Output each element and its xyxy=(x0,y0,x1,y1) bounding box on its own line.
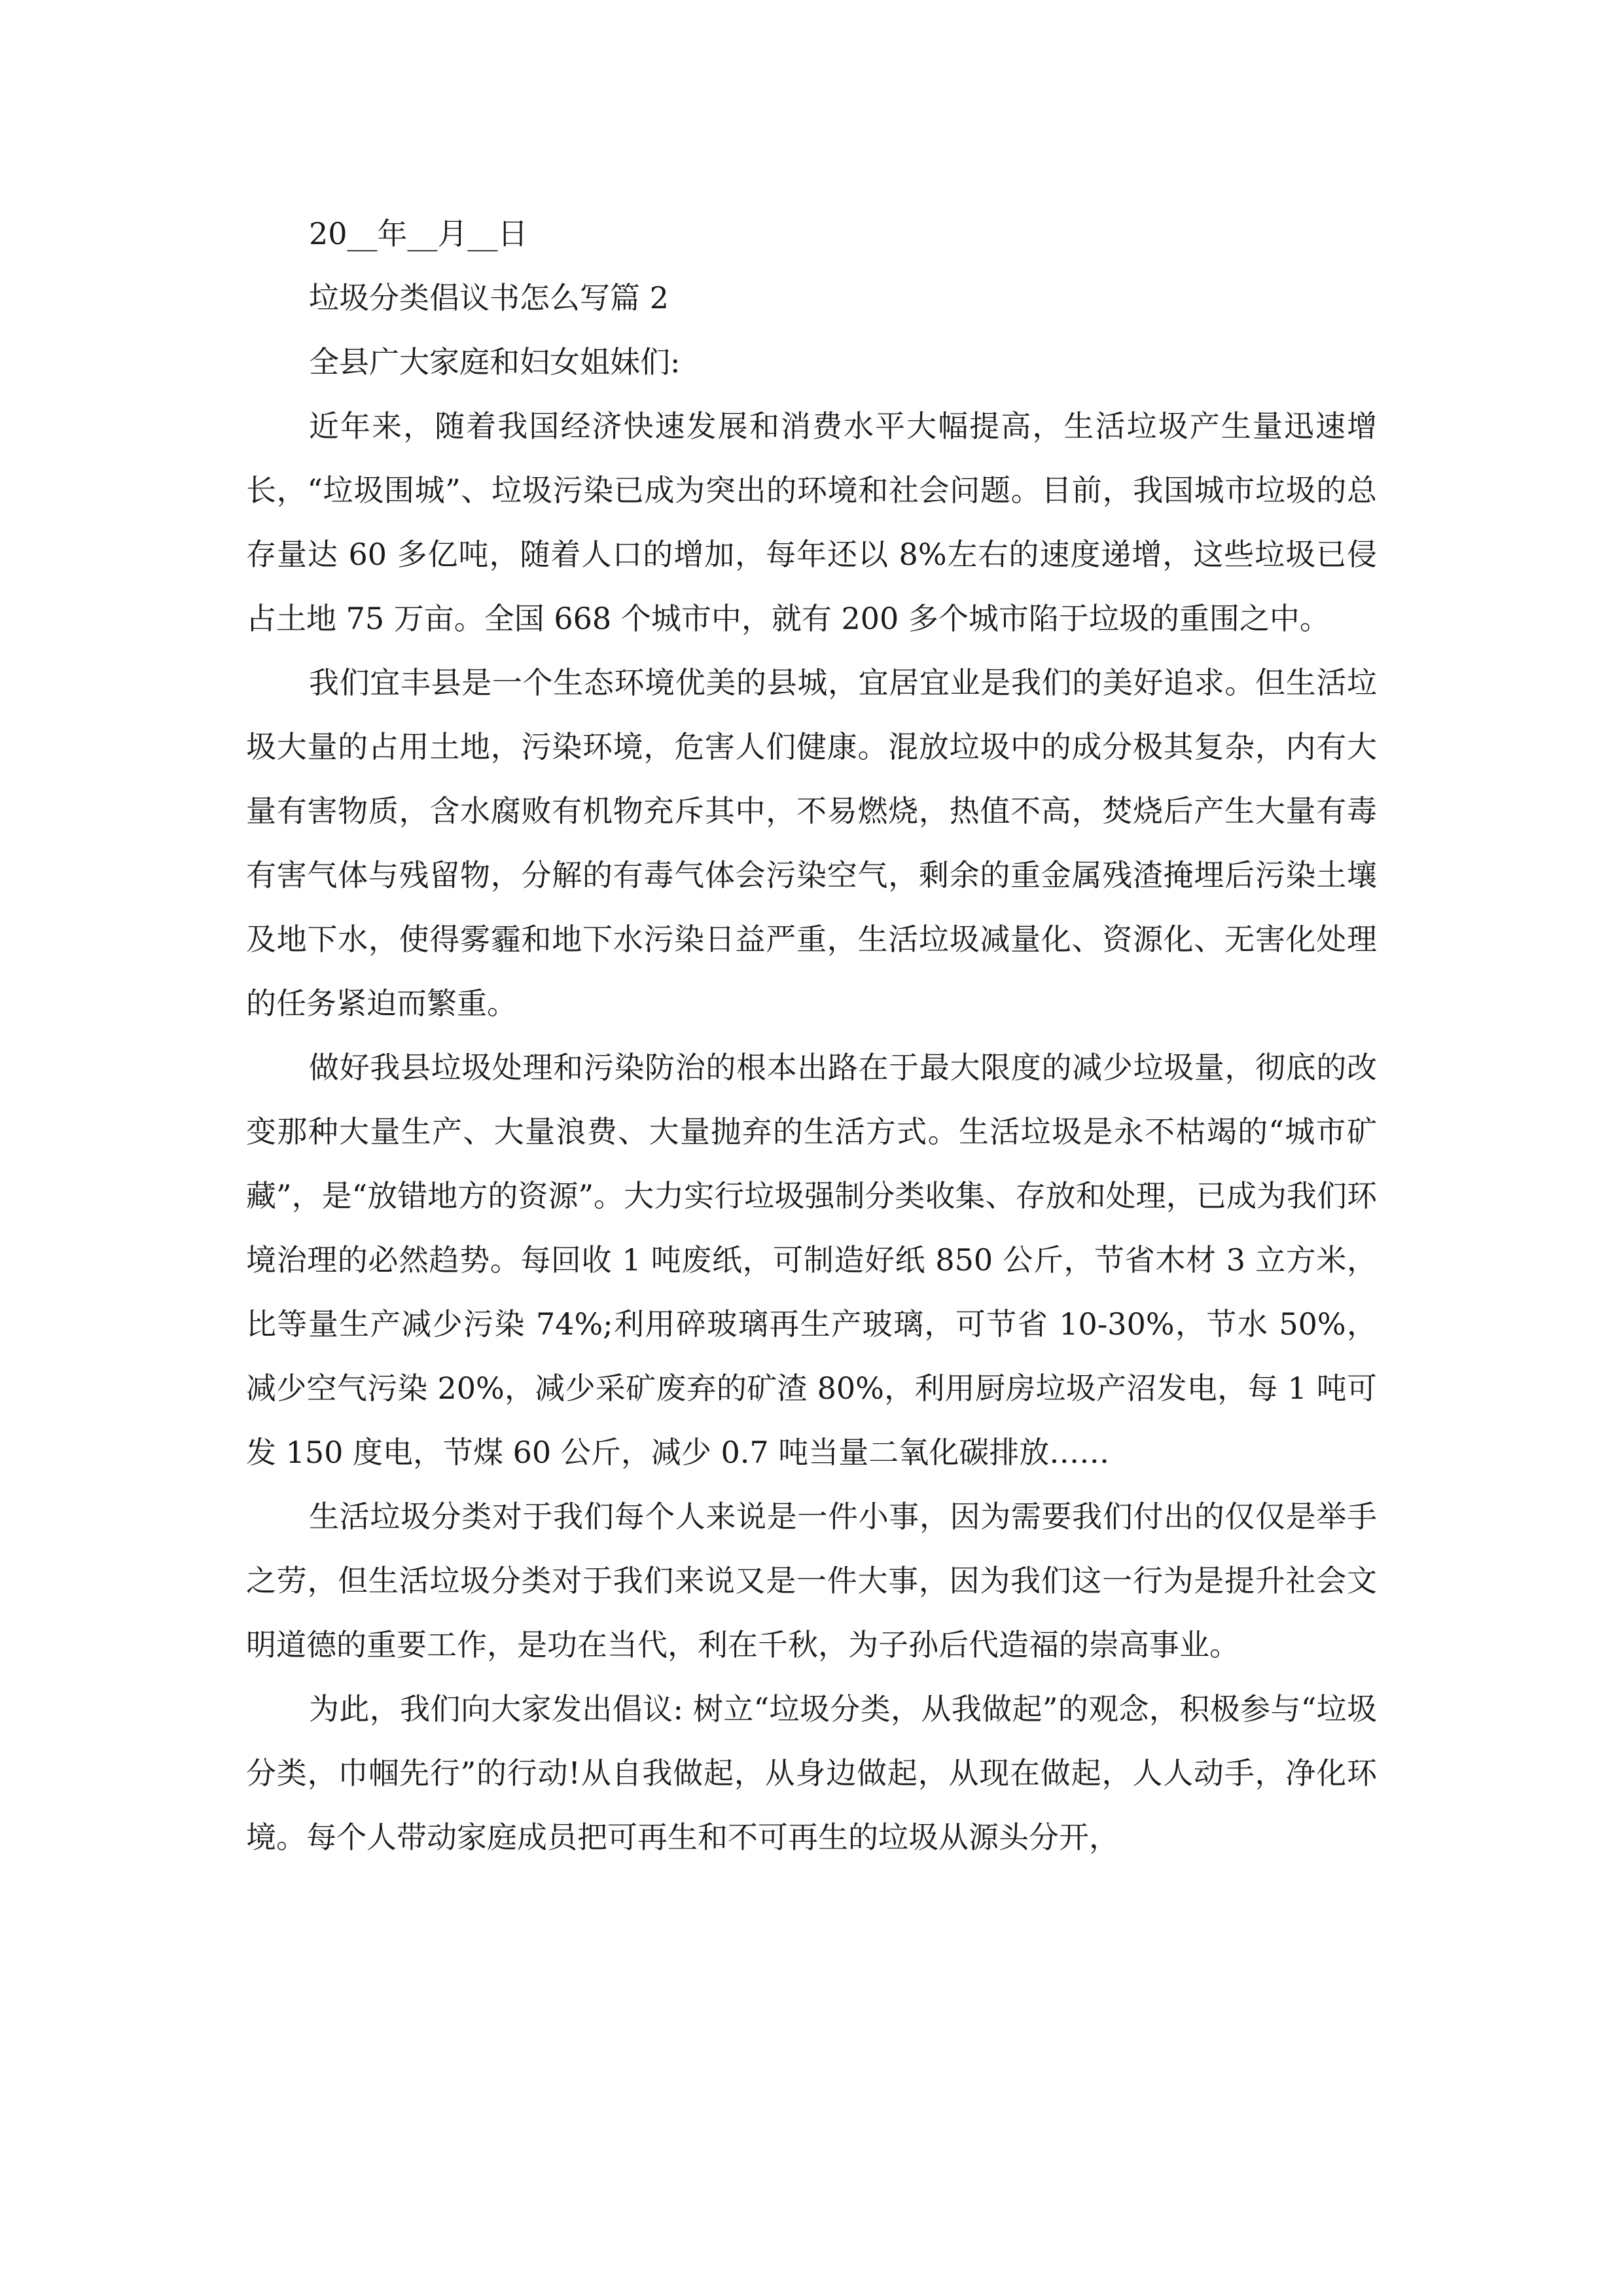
section-title: 垃圾分类倡议书怎么写篇 2 xyxy=(309,280,669,315)
date-line: 20__年__月__日 xyxy=(309,216,528,251)
salutation: 全县广大家庭和妇女姐妹们: xyxy=(309,344,681,380)
paragraph-5: 为此，我们向大家发出倡议: 树立“垃圾分类，从我做起”的观念，积极参与“垃圾分类，巾帼先行”的行动!从自我做起，从身边做起，从现在做起，人人动手，净化环境。每个人带动家庭成员把可再生和不可再生的垃圾从源头分开， xyxy=(246,1691,1377,1855)
paragraph-4: 生活垃圾分类对于我们每个人来说是一件小事，因为需要我们付出的仅仅是举手之劳，但生活垃圾分类对于我们来说又是一件大事，因为我们这一行为是提升社会文明道德的重要工作，是功在当代，利在千秋，为子孙后代造福的崇高事业。 xyxy=(246,1499,1377,1662)
paragraph-2: 我们宜丰县是一个生态环境优美的县城，宜居宜业是我们的美好追求。但生活垃圾大量的占用土地，污染环境，危害人们健康。混放垃圾中的成分极其复杂，内有大量有害物质，含水腐败有机物充斥其中，不易燃烧，热值不高，焚烧后产生大量有毒有害气体与残留物，分解的有毒气体会污染空气，剩余的重金属残渣掩埋后污染土壤及地下水，使得雾霾和地下水污染日益严重，生活垃圾减量化、资源化、无害化处理的任务紧迫而繁重。 xyxy=(246,665,1377,1021)
document-body xyxy=(246,202,1377,1869)
paragraph-1: 近年来，随着我国经济快速发展和消费水平大幅提高，生活垃圾产生量迅速增长，“垃圾围城”、垃圾污染已成为突出的环境和社会问题。目前，我国城市垃圾的总存量达 60 多亿吨，随着人口的增加，每年还以 8%左右的速度递增，这些垃圾已侵占土地 75 万亩。全国 668 个城市中，就有 200 多个城市陷于垃圾的重围之中。 xyxy=(246,408,1377,636)
paragraph-3: 做好我县垃圾处理和污染防治的根本出路在于最大限度的减少垃圾量，彻底的改变那种大量生产、大量浪费、大量抛弃的生活方式。生活垃圾是永不枯竭的“城市矿藏”，是“放错地方的资源”。大力实行垃圾强制分类收集、存放和处理，已成为我们环境治理的必然趋势。每回收 1 吨废纸，可制造好纸 850 公斤，节省木材 3 立方米，比等量生产减少污染 74%;利用碎玻璃再生产玻璃，可节省 10-30%，节水 50%，减少空气污染 20%，减少采矿废弃的矿渣 80%，利用厨房垃圾产沼发电，每 1 吨可发 150 度电，节煤 60 公斤，减少 0.7 吨当量二氧化碳排放…… xyxy=(246,1050,1377,1470)
